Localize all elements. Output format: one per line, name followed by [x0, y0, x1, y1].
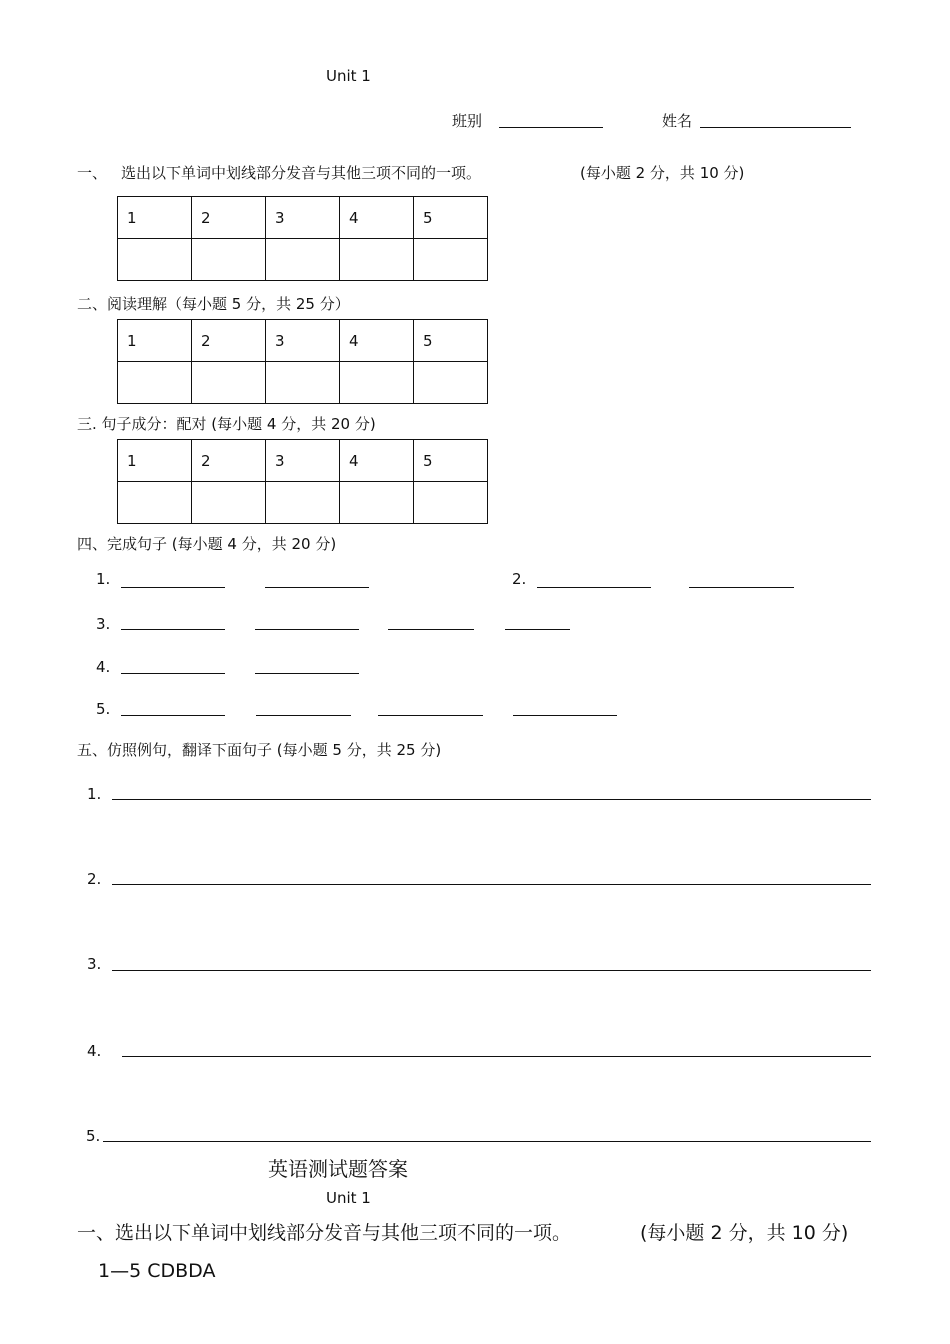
answer-blank[interactable]	[121, 715, 225, 716]
grid-answer-cell[interactable]	[340, 482, 414, 524]
section2-answer-grid	[117, 319, 488, 404]
answer-blank[interactable]	[121, 673, 225, 674]
grid-answer-cell[interactable]	[118, 362, 192, 404]
translation-number: 5.	[86, 1127, 101, 1145]
answer-blank[interactable]	[256, 715, 351, 716]
translation-line[interactable]	[112, 884, 871, 885]
sentence-number: 1.	[96, 570, 111, 588]
translation-line[interactable]	[112, 799, 871, 800]
translation-number: 4.	[87, 1042, 102, 1060]
translation-number: 2.	[87, 870, 102, 888]
grid-answer-cell[interactable]	[266, 482, 340, 524]
grid-answer-cell[interactable]	[266, 362, 340, 404]
answer-blank[interactable]	[513, 715, 617, 716]
answer-blank[interactable]	[505, 629, 570, 630]
grid-header-cell: 5	[414, 440, 488, 482]
answer-key-unit: Unit 1	[326, 1189, 371, 1207]
section2-title: 二、阅读理解（每小题 5 分，共 25 分）	[77, 295, 350, 313]
answer-blank[interactable]	[537, 587, 651, 588]
grid-answer-cell[interactable]	[118, 482, 192, 524]
answer-key-title: 英语测试题答案	[268, 1157, 408, 1181]
grid-header-cell: 2	[192, 440, 266, 482]
answer-key-section1-title: 一、选出以下单词中划线部分发音与其他三项不同的一项。	[77, 1222, 572, 1244]
translation-line[interactable]	[122, 1056, 871, 1057]
section3-title: 三. 句子成分：配对 (每小题 4 分，共 20 分)	[77, 415, 376, 433]
grid-answer-cell[interactable]	[340, 362, 414, 404]
unit-title: Unit 1	[326, 67, 371, 85]
grid-header-cell: 4	[340, 320, 414, 362]
translation-line[interactable]	[103, 1141, 871, 1142]
grid-answer-cell[interactable]	[192, 239, 266, 281]
grid-header-cell: 5	[414, 197, 488, 239]
section1-score: (每小题 2 分，共 10 分)	[580, 164, 745, 182]
section5-title: 五、仿照例句，翻译下面句子 (每小题 5 分，共 25 分)	[77, 741, 442, 759]
grid-header-cell: 1	[118, 197, 192, 239]
grid-header-cell: 3	[266, 440, 340, 482]
answer-blank[interactable]	[121, 587, 225, 588]
section4-title: 四、完成句子 (每小题 4 分，共 20 分)	[77, 535, 337, 553]
grid-answer-cell[interactable]	[414, 362, 488, 404]
answer-key-answers-1-5: 1—5 CDBDA	[98, 1260, 216, 1282]
answer-blank[interactable]	[121, 629, 225, 630]
sentence-number: 2.	[512, 570, 527, 588]
class-label: 班别	[452, 112, 483, 130]
grid-header-cell: 3	[266, 197, 340, 239]
translation-number: 1.	[87, 785, 102, 803]
answer-blank[interactable]	[689, 587, 794, 588]
grid-header-cell: 5	[414, 320, 488, 362]
grid-header-cell: 1	[118, 320, 192, 362]
grid-header-cell: 4	[340, 197, 414, 239]
name-blank[interactable]	[700, 127, 851, 128]
sentence-number: 5.	[96, 700, 111, 718]
grid-answer-cell[interactable]	[192, 482, 266, 524]
grid-header-cell: 4	[340, 440, 414, 482]
grid-answer-cell[interactable]	[118, 239, 192, 281]
translation-number: 3.	[87, 955, 102, 973]
answer-blank[interactable]	[255, 629, 359, 630]
grid-answer-cell[interactable]	[340, 239, 414, 281]
answer-blank[interactable]	[255, 673, 359, 674]
grid-header-cell: 1	[118, 440, 192, 482]
sentence-number: 3.	[96, 615, 111, 633]
answer-blank[interactable]	[378, 715, 483, 716]
name-label: 姓名	[662, 112, 693, 130]
grid-header-cell: 2	[192, 320, 266, 362]
grid-answer-cell[interactable]	[192, 362, 266, 404]
grid-answer-cell[interactable]	[414, 482, 488, 524]
grid-header-cell: 2	[192, 197, 266, 239]
answer-key-section1-score: (每小题 2 分，共 10 分)	[640, 1222, 849, 1244]
section1-answer-grid	[117, 196, 488, 281]
answer-blank[interactable]	[265, 587, 369, 588]
answer-blank[interactable]	[388, 629, 474, 630]
section3-answer-grid	[117, 439, 488, 524]
class-blank[interactable]	[499, 127, 603, 128]
grid-answer-cell[interactable]	[414, 239, 488, 281]
grid-header-cell: 3	[266, 320, 340, 362]
section1-number: 一、	[77, 164, 108, 182]
sentence-number: 4.	[96, 658, 111, 676]
translation-line[interactable]	[112, 970, 871, 971]
section1-title: 选出以下单词中划线部分发音与其他三项不同的一项。	[121, 164, 482, 182]
grid-answer-cell[interactable]	[266, 239, 340, 281]
